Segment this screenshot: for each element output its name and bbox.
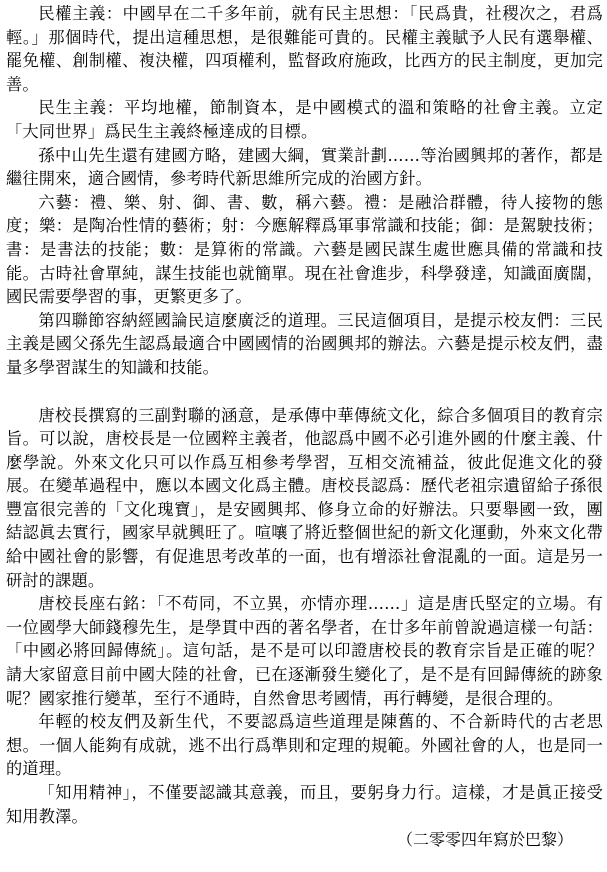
paragraph-young-alumni: 年輕的校友們及新生代，不要認爲這些道理是陳舊的、不合新時代的古老思想。一個人能夠有成就，逃不出行爲準則和定理的規範。外國社會的人，也是同一的道理。 xyxy=(6,712,603,779)
paragraph-livelihood: 民生主義：平均地權，節制資本，是中國模式的溫和策略的社會主義。立定「大同世界」爲民生主義終極達成的目標。 xyxy=(6,98,603,141)
section-spacer xyxy=(6,380,603,404)
paragraph-founding-plans: 孫中山先生還有建國方略，建國大綱，實業計劃……等治國興邦的著作，都是繼往開來，適合國情，參考時代新思維所完成的治國方針。 xyxy=(6,145,603,189)
paragraph-democracy: 民權主義：中國早在二千多年前，就有民主思想：「民爲貴，社稷次之，君爲輕。」那個時代，提出這種思想，是很難能可貴的。民權主義賦予人民有選舉權、罷免權、創制權、複決權，四項權利，監督政府施政，比西方的民主制度，更加完善。 xyxy=(6,4,603,94)
date-signature: （二零零四年寫於巴黎） xyxy=(396,830,573,850)
paragraph-zhiyong-spirit: 「知用精神」，不僅要認識其意義，而且，要躬身力行。這樣，才是眞正接受知用教澤。 xyxy=(6,783,603,826)
paragraph-six-arts: 六藝：禮、樂、射、御、書、數，稱六藝。禮：是融洽群體，待人接物的態度；樂：是陶冶性情的藝術；射：今應解釋爲軍事常識和技能；御：是駕駛技術；書：是書法的技能；數：是算術的常識。六藝是國民謀生處世應具備的常識和技能。古時社會單純，謀生技能也就簡單。現在社會進步，科學發達，知識面廣闊，國民需要學習的事，更繁更多了。 xyxy=(6,192,603,307)
paragraph-fourth-couplet: 第四聯節容納經國論民這麼廣泛的道理。三民這個項目，是提示校友們：三民主義是國父孫先生認爲最適合中國國情的治國興邦的辦法。六藝是提示校友們，盡量多學習謀生的知識和技能。 xyxy=(6,310,603,377)
document-page xyxy=(6,2,603,870)
paragraph-couplets-meaning: 唐校長撰寫的三副對聯的涵意，是承傳中華傳統文化，綜合多個項目的教育宗旨。可以說，唐校長是一位國粹主義者，他認爲中國不必引進外國的什麼主義、什麼學說。外來文化只可以作爲互相參考學習，互相交流補益，彼此促進文化的發展。在變革過程中，應以本國文化爲主體。唐校長認爲：歷代老祖宗遺留給子孫很豐富很完善的「文化瑰寶」，是安國興邦、修身立命的好辦法。只要舉國一致，團結認眞去實行，國家早就興旺了。喧嚷了將近整個世紀的新文化運動，外來文化帶給中國社會的影響，有促進思考改革的一面，也有增添社會混亂的一面。這是另一研討的課題。 xyxy=(6,405,603,590)
paragraph-motto: 唐校長座右銘：「不苟同，不立異，亦情亦理……」這是唐氏堅定的立場。有一位國學大師錢穆先生，是學貫中西的著名學者，在廿多年前曾說過這樣一句話：「中國必將回歸傳統」。這句話，是不是可以印證唐校長的教育宗旨是正確的呢？請大家留意目前中國大陸的社會，已在逐漸發生變化了，是不是有回歸傳統的跡象呢？國家推行變革，至行不通時，自然會思考國情，再行轉變，是很合理的。 xyxy=(6,594,603,708)
